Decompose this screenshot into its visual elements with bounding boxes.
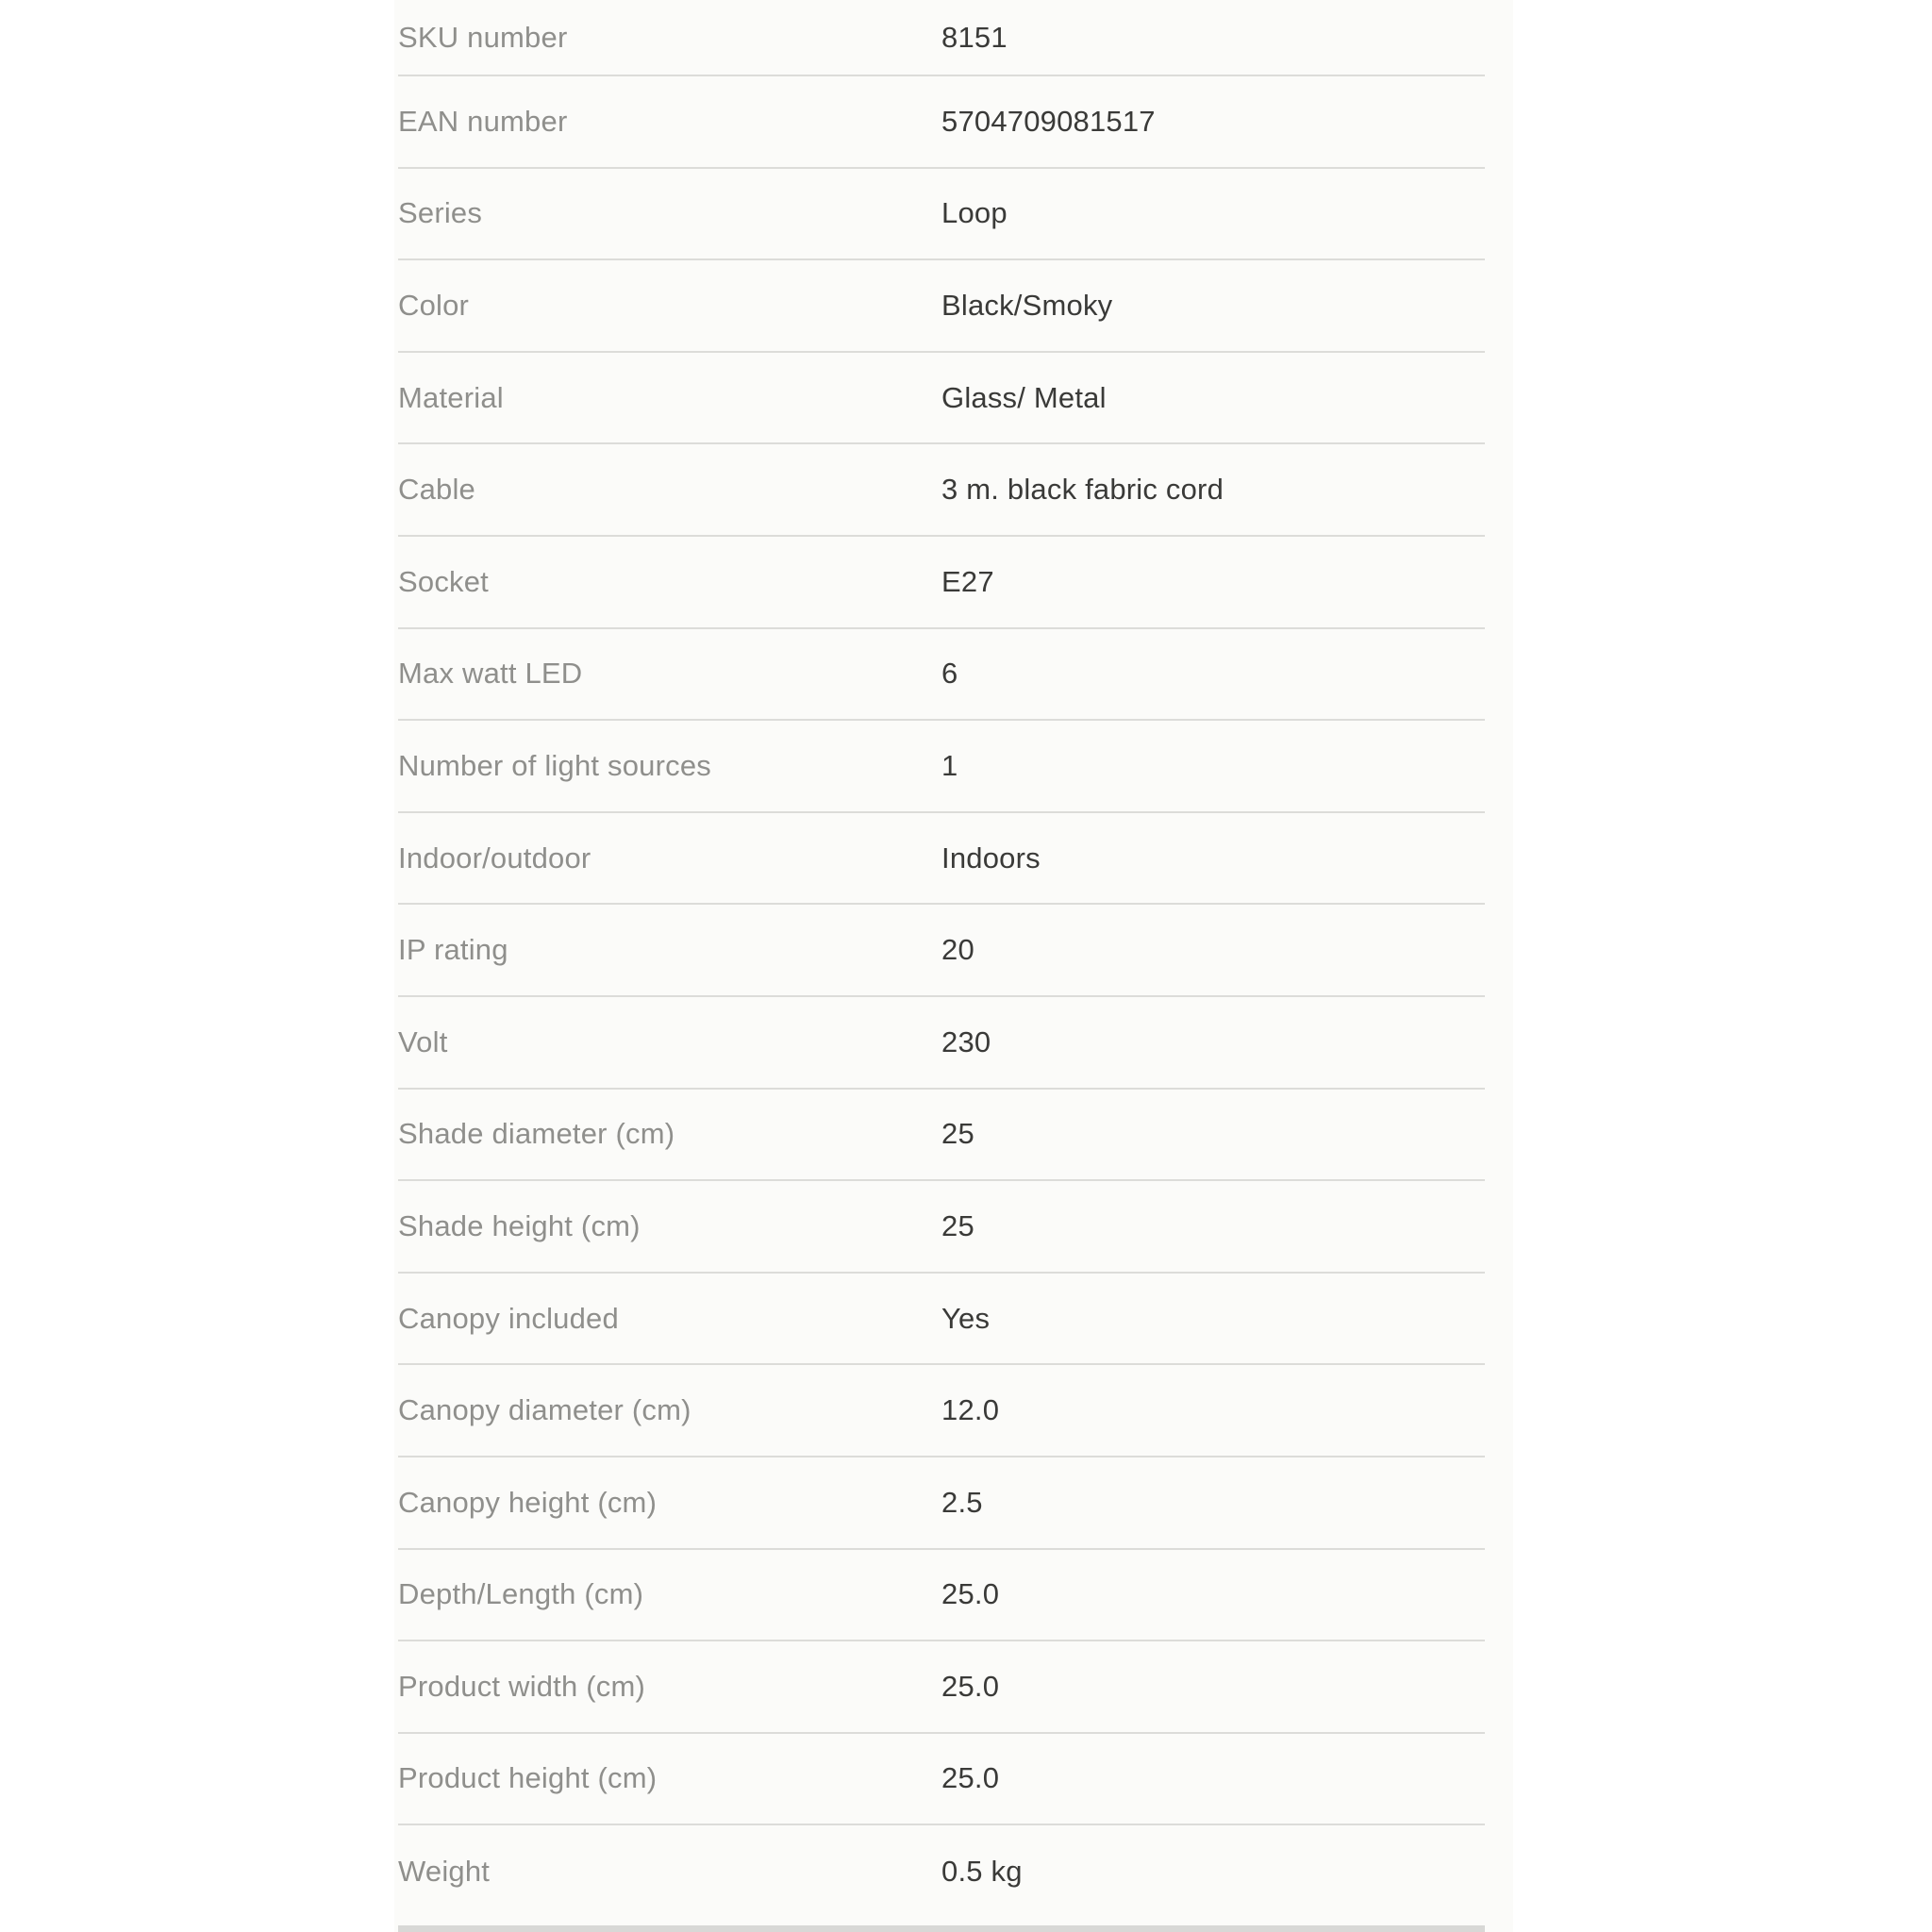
spec-row-canopy-height xyxy=(398,1457,1485,1550)
spec-value: 6 xyxy=(941,657,958,691)
spec-label: Shade height (cm) xyxy=(398,1208,641,1242)
spec-row-sku xyxy=(398,0,1485,76)
spec-label: Number of light sources xyxy=(398,748,711,782)
spec-label: Cable xyxy=(398,473,475,507)
spec-label: Product height (cm) xyxy=(398,1761,658,1795)
spec-row-depth-length xyxy=(398,1550,1485,1642)
spec-label: Indoor/outdoor xyxy=(398,841,591,874)
spec-value: Loop xyxy=(941,196,1008,230)
spec-value: 25.0 xyxy=(941,1761,1000,1795)
spec-value: 1 xyxy=(941,748,958,782)
spec-value: 25.0 xyxy=(941,1577,1000,1611)
spec-value: Black/Smoky xyxy=(941,288,1113,322)
spec-value: 25 xyxy=(941,1208,974,1242)
spec-value: 20 xyxy=(941,933,974,967)
spec-value: 5704709081517 xyxy=(941,104,1156,138)
spec-value: 230 xyxy=(941,1024,991,1058)
spec-value: 0.5 kg xyxy=(941,1855,1023,1889)
spec-label: Canopy included xyxy=(398,1301,619,1335)
specifications-table xyxy=(398,0,1485,1932)
spec-label: Series xyxy=(398,196,483,230)
spec-row-max-watt xyxy=(398,629,1485,722)
spec-row-cable xyxy=(398,444,1485,537)
spec-row-canopy-diameter xyxy=(398,1365,1485,1457)
spec-value: 12.0 xyxy=(941,1393,1000,1427)
spec-value: 3 m. black fabric cord xyxy=(941,473,1224,507)
spec-row-color xyxy=(398,260,1485,353)
spec-row-canopy-included xyxy=(398,1274,1485,1366)
spec-row-light-sources xyxy=(398,721,1485,813)
spec-label: Max watt LED xyxy=(398,657,583,691)
spec-row-volt xyxy=(398,997,1485,1090)
spec-value: Indoors xyxy=(941,841,1041,874)
spec-row-product-width xyxy=(398,1641,1485,1734)
spec-value: 25 xyxy=(941,1117,974,1151)
spec-label: Socket xyxy=(398,564,489,598)
spec-value: 8151 xyxy=(941,20,1008,54)
spec-row-series xyxy=(398,169,1485,261)
spec-label: IP rating xyxy=(398,933,508,967)
spec-value: 25.0 xyxy=(941,1669,1000,1703)
spec-label: Weight xyxy=(398,1855,491,1889)
spec-row-indoor-outdoor xyxy=(398,813,1485,906)
table-bottom-border xyxy=(398,1925,1485,1932)
spec-label: SKU number xyxy=(398,20,568,54)
spec-row-product-height xyxy=(398,1734,1485,1826)
spec-label: Canopy diameter (cm) xyxy=(398,1393,691,1427)
spec-label: Shade diameter (cm) xyxy=(398,1117,675,1151)
spec-label: EAN number xyxy=(398,104,568,138)
spec-value: Glass/ Metal xyxy=(941,380,1107,414)
spec-label: Color xyxy=(398,288,470,322)
spec-row-socket xyxy=(398,537,1485,629)
spec-row-ip-rating xyxy=(398,905,1485,997)
spec-label: Canopy height (cm) xyxy=(398,1485,658,1519)
spec-row-ean xyxy=(398,76,1485,169)
spec-value: Yes xyxy=(941,1301,991,1335)
spec-row-material xyxy=(398,353,1485,445)
spec-label: Volt xyxy=(398,1024,448,1058)
spec-value: E27 xyxy=(941,564,994,598)
spec-value: 2.5 xyxy=(941,1485,983,1519)
spec-row-shade-diameter xyxy=(398,1090,1485,1182)
spec-label: Product width (cm) xyxy=(398,1669,645,1703)
spec-row-shade-height xyxy=(398,1181,1485,1274)
spec-label: Material xyxy=(398,380,504,414)
spec-label: Depth/Length (cm) xyxy=(398,1577,644,1611)
spec-row-weight xyxy=(398,1825,1485,1918)
